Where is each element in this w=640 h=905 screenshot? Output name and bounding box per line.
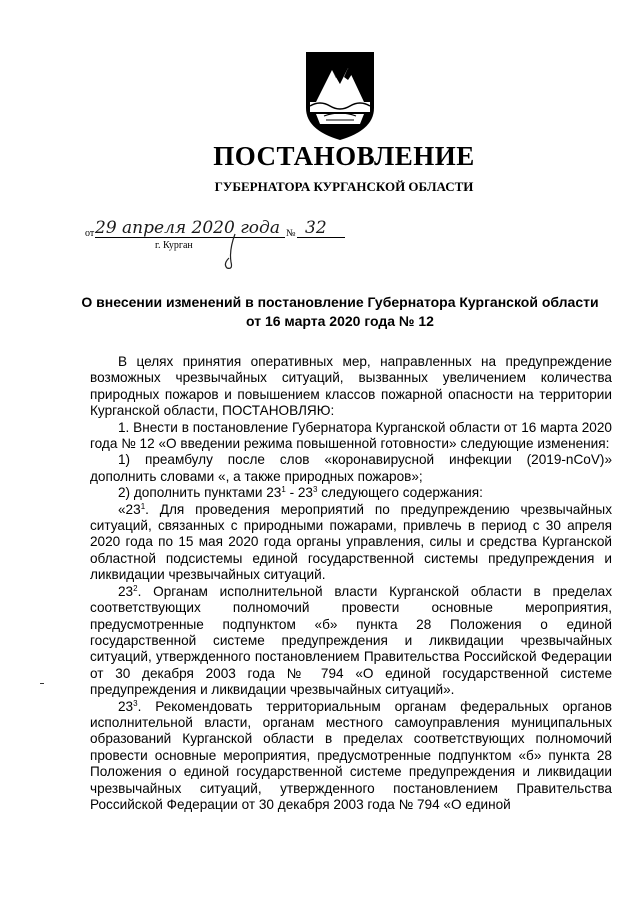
document-subtitle: ГУБЕРНАТОРА КУРГАНСКОЙ ОБЛАСТИ bbox=[214, 179, 474, 194]
heading-line-1: О внесении изменений в постановление Губернатора Курганской области bbox=[81, 294, 599, 310]
margin-mark bbox=[40, 683, 44, 684]
handwritten-number: 32 bbox=[305, 218, 327, 238]
paragraph-subitem-2: 2) дополнить пунктами $23^1 - 23^3$ следующего содержания: bbox=[118, 485, 483, 501]
date-from-label: от bbox=[85, 228, 95, 239]
paragraph-subitem-1: 1) преамбулу после слов «коронавирусной инфекции (2019-nCoV)» дополнить словами «, а также природных пожаров»; bbox=[90, 452, 612, 484]
heading-line-2: от 16 марта 2020 года № 12 bbox=[246, 313, 434, 329]
paragraph-23-1: «$23^1$. Для проведения мероприятий по предупреждению чрезвычайных ситуаций, связанных с природными пожарами, привлечь в период с 30 апреля 2020 года по 15 мая 2020 года органы управления, силы и средства Курганской областной подсистемы единой государственной системы предупреждения и ликвидации чрезвычайных ситуаций. bbox=[90, 501, 612, 583]
date-underline bbox=[95, 237, 285, 238]
document-title: ПОСТАНОВЛЕНИЕ bbox=[213, 141, 475, 171]
document-body bbox=[90, 354, 612, 813]
handwriting-stroke bbox=[215, 232, 255, 272]
document-heading bbox=[60, 293, 620, 331]
number-label: № bbox=[286, 228, 296, 239]
paragraph-23-3: $23^3$. Рекомендовать территориальным органам федеральных органов исполнительной власти, органам местного самоуправления муниципальных образований Курганской области в пределах соответствующих полномочий провести основные мероприятия, предусмотренные подпунктом «б» пункта 28 Положения о единой государственной системе предупреждения и ликвидации чрезвычайных ситуаций, утвержденного постановлением Правительства Российской Федерации от 30 декабря 2003 года № 794 «О единой bbox=[90, 698, 612, 812]
number-underline bbox=[297, 237, 345, 238]
paragraph-preamble: В целях принятия оперативных мер, направленных на предупреждение возможных чрезвычайных ситуаций, вызванных увеличением количества природных пожаров и повышением классов пожарной опасности на территории Курганской области, ПОСТАНОВЛЯЮ: bbox=[90, 354, 612, 419]
city-label: г. Курган bbox=[155, 240, 193, 251]
coat-of-arms-emblem bbox=[302, 50, 378, 142]
paragraph-23-2: $23^2$. Органам исполнительной власти Курганской области в пределах соответствующих полномочий провести основные мероприятия, предусмотренные подпунктом «б» пункта 28 Положения о единой государственной системе предупреждения и ликвидации чрезвычайных ситуаций, утвержденного постановлением Правительства Российской Федерации от 30 декабря 2003 года № 794 «О единой государственной системе предупреждения и ликвидации чрезвычайных ситуаций». bbox=[90, 583, 612, 698]
paragraph-item-1: 1. Внести в постановление Губернатора Курганской области от 16 марта 2020 года № 12 «О введении режима повышенной готовности» следующие изменения: bbox=[90, 419, 612, 452]
handwritten-date: 29 апреля 2020 года bbox=[95, 218, 280, 238]
date-number-block bbox=[85, 216, 355, 266]
